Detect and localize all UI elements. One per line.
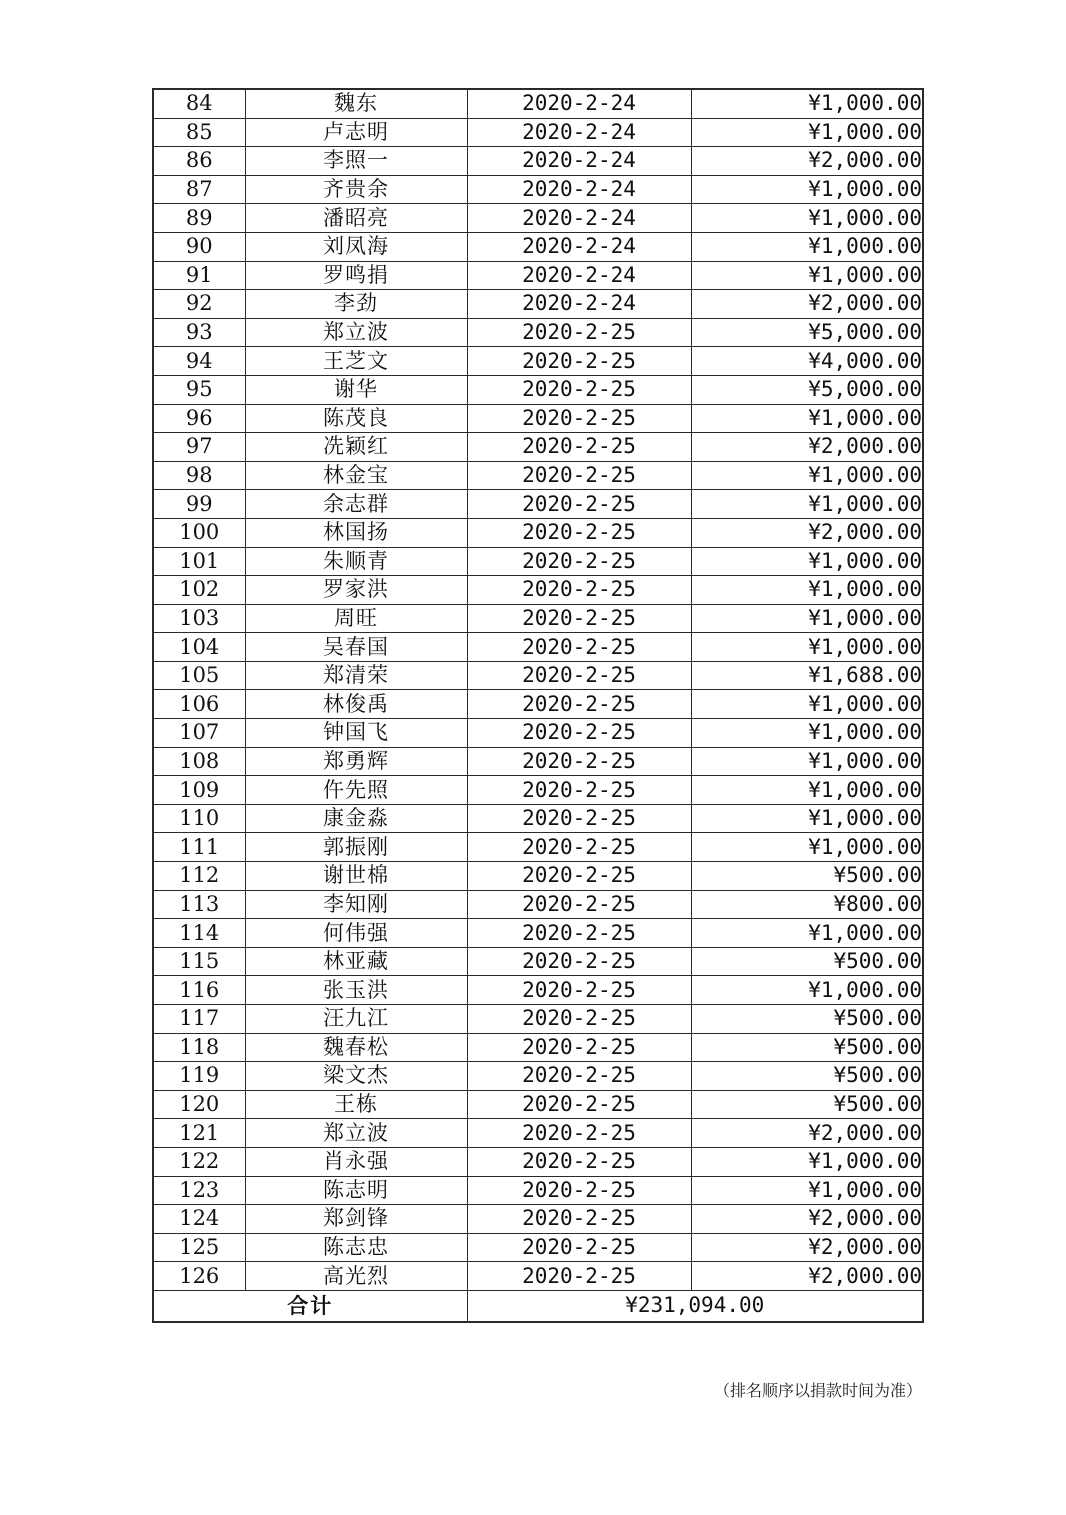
donation-date: 2020-2-25 <box>467 404 691 433</box>
donation-date: 2020-2-25 <box>467 1147 691 1176</box>
row-number: 121 <box>153 1119 245 1148</box>
row-number: 126 <box>153 1262 245 1291</box>
donation-ledger-sheet <box>152 88 922 1400</box>
table-row <box>153 318 923 347</box>
donation-amount: ¥1,000.00 <box>691 919 923 948</box>
table-row <box>153 719 923 748</box>
donor-name: 张玉洪 <box>245 976 467 1005</box>
donation-date: 2020-2-24 <box>467 147 691 176</box>
row-number: 123 <box>153 1176 245 1205</box>
row-number: 84 <box>153 89 245 118</box>
row-number: 95 <box>153 375 245 404</box>
donation-date: 2020-2-25 <box>467 1262 691 1291</box>
donor-name: 朱顺青 <box>245 547 467 576</box>
donation-date: 2020-2-25 <box>467 919 691 948</box>
table-row <box>153 776 923 805</box>
donation-date: 2020-2-25 <box>467 1005 691 1034</box>
donation-date: 2020-2-24 <box>467 89 691 118</box>
donor-name: 郑清荣 <box>245 661 467 690</box>
total-row <box>153 1290 923 1322</box>
donor-name: 郑勇辉 <box>245 747 467 776</box>
row-number: 99 <box>153 490 245 519</box>
donation-date: 2020-2-25 <box>467 461 691 490</box>
table-row <box>153 661 923 690</box>
donation-amount: ¥1,000.00 <box>691 89 923 118</box>
donation-amount: ¥500.00 <box>691 1033 923 1062</box>
table-row <box>153 175 923 204</box>
donor-name: 林亚藏 <box>245 947 467 976</box>
table-row <box>153 833 923 862</box>
table-row <box>153 1005 923 1034</box>
table-row <box>153 347 923 376</box>
table-row <box>153 747 923 776</box>
donation-date: 2020-2-25 <box>467 776 691 805</box>
donation-date: 2020-2-25 <box>467 1090 691 1119</box>
row-number: 110 <box>153 804 245 833</box>
donor-name: 罗鸣捐 <box>245 261 467 290</box>
donor-name: 刘凤海 <box>245 232 467 261</box>
row-number: 93 <box>153 318 245 347</box>
table-row <box>153 89 923 118</box>
donation-date: 2020-2-25 <box>467 1176 691 1205</box>
table-row <box>153 804 923 833</box>
donation-date: 2020-2-25 <box>467 1033 691 1062</box>
table-row <box>153 290 923 319</box>
donation-date: 2020-2-25 <box>467 547 691 576</box>
row-number: 119 <box>153 1062 245 1091</box>
table-row <box>153 1119 923 1148</box>
row-number: 111 <box>153 833 245 862</box>
donor-name: 冼颖红 <box>245 433 467 462</box>
ordering-footnote: （排名顺序以捐款时间为准） <box>713 1381 922 1400</box>
donor-name: 罗家洪 <box>245 576 467 605</box>
donation-amount: ¥1,000.00 <box>691 461 923 490</box>
donor-name: 魏东 <box>245 89 467 118</box>
table-row <box>153 890 923 919</box>
row-number: 100 <box>153 518 245 547</box>
table-row <box>153 1147 923 1176</box>
donation-amount: ¥1,000.00 <box>691 118 923 147</box>
donation-date: 2020-2-25 <box>467 947 691 976</box>
row-number: 90 <box>153 232 245 261</box>
row-number: 97 <box>153 433 245 462</box>
donation-date: 2020-2-25 <box>467 1205 691 1234</box>
table-row <box>153 1090 923 1119</box>
donor-name: 陈茂良 <box>245 404 467 433</box>
donor-name: 李知刚 <box>245 890 467 919</box>
donor-name: 陈志忠 <box>245 1233 467 1262</box>
table-row <box>153 518 923 547</box>
donation-date: 2020-2-25 <box>467 719 691 748</box>
donor-name: 齐贵余 <box>245 175 467 204</box>
donation-date: 2020-2-24 <box>467 204 691 233</box>
donor-name: 王栋 <box>245 1090 467 1119</box>
donor-name: 梁文杰 <box>245 1062 467 1091</box>
donor-name: 郑剑锋 <box>245 1205 467 1234</box>
table-row <box>153 547 923 576</box>
donation-amount: ¥5,000.00 <box>691 318 923 347</box>
donor-name: 魏春松 <box>245 1033 467 1062</box>
row-number: 113 <box>153 890 245 919</box>
table-row <box>153 1062 923 1091</box>
donation-date: 2020-2-25 <box>467 604 691 633</box>
donation-amount: ¥2,000.00 <box>691 147 923 176</box>
table-row <box>153 118 923 147</box>
donation-amount: ¥2,000.00 <box>691 518 923 547</box>
donation-date: 2020-2-25 <box>467 518 691 547</box>
donation-date: 2020-2-25 <box>467 1062 691 1091</box>
donation-date: 2020-2-25 <box>467 661 691 690</box>
row-number: 118 <box>153 1033 245 1062</box>
donor-name: 陈志明 <box>245 1176 467 1205</box>
row-number: 122 <box>153 1147 245 1176</box>
donor-name: 李劲 <box>245 290 467 319</box>
donor-name: 李照一 <box>245 147 467 176</box>
row-number: 117 <box>153 1005 245 1034</box>
donor-name: 汪九江 <box>245 1005 467 1034</box>
donation-date: 2020-2-24 <box>467 290 691 319</box>
donation-date: 2020-2-25 <box>467 490 691 519</box>
total-value: ¥231,094.00 <box>467 1290 923 1322</box>
donation-amount: ¥1,000.00 <box>691 1147 923 1176</box>
donation-amount: ¥2,000.00 <box>691 1205 923 1234</box>
donation-amount: ¥1,000.00 <box>691 747 923 776</box>
donation-table-body <box>153 89 923 1322</box>
row-number: 87 <box>153 175 245 204</box>
donor-name: 吴春国 <box>245 633 467 662</box>
donation-date: 2020-2-25 <box>467 862 691 891</box>
table-row <box>153 232 923 261</box>
table-row <box>153 1033 923 1062</box>
donor-name: 王芝文 <box>245 347 467 376</box>
donation-date: 2020-2-25 <box>467 833 691 862</box>
donation-date: 2020-2-25 <box>467 347 691 376</box>
table-row <box>153 919 923 948</box>
donor-name: 肖永强 <box>245 1147 467 1176</box>
table-row <box>153 1262 923 1291</box>
row-number: 125 <box>153 1233 245 1262</box>
row-number: 124 <box>153 1205 245 1234</box>
donation-amount: ¥1,000.00 <box>691 833 923 862</box>
row-number: 108 <box>153 747 245 776</box>
donor-name: 郭振刚 <box>245 833 467 862</box>
donation-date: 2020-2-24 <box>467 118 691 147</box>
table-row <box>153 1205 923 1234</box>
donation-amount: ¥2,000.00 <box>691 433 923 462</box>
row-number: 116 <box>153 976 245 1005</box>
donation-date: 2020-2-25 <box>467 576 691 605</box>
donor-name: 林国扬 <box>245 518 467 547</box>
donor-name: 卢志明 <box>245 118 467 147</box>
donation-amount: ¥1,000.00 <box>691 576 923 605</box>
donation-amount: ¥500.00 <box>691 1005 923 1034</box>
table-row <box>153 633 923 662</box>
row-number: 106 <box>153 690 245 719</box>
donation-amount: ¥500.00 <box>691 1062 923 1091</box>
donation-amount: ¥1,000.00 <box>691 404 923 433</box>
table-row <box>153 976 923 1005</box>
donor-name: 谢世棉 <box>245 862 467 891</box>
donation-amount: ¥1,000.00 <box>691 633 923 662</box>
table-row <box>153 433 923 462</box>
donation-amount: ¥500.00 <box>691 947 923 976</box>
donation-amount: ¥2,000.00 <box>691 290 923 319</box>
row-number: 91 <box>153 261 245 290</box>
donation-date: 2020-2-25 <box>467 375 691 404</box>
row-number: 85 <box>153 118 245 147</box>
donation-date: 2020-2-25 <box>467 433 691 462</box>
row-number: 112 <box>153 862 245 891</box>
donation-amount: ¥500.00 <box>691 1090 923 1119</box>
donation-date: 2020-2-25 <box>467 1233 691 1262</box>
donor-name: 郑立波 <box>245 318 467 347</box>
donor-name: 周旺 <box>245 604 467 633</box>
table-row <box>153 576 923 605</box>
row-number: 101 <box>153 547 245 576</box>
table-row <box>153 204 923 233</box>
row-number: 92 <box>153 290 245 319</box>
donation-amount: ¥1,688.00 <box>691 661 923 690</box>
donation-amount: ¥1,000.00 <box>691 204 923 233</box>
donation-amount: ¥1,000.00 <box>691 719 923 748</box>
table-row <box>153 690 923 719</box>
table-row <box>153 490 923 519</box>
row-number: 98 <box>153 461 245 490</box>
donation-amount: ¥1,000.00 <box>691 261 923 290</box>
donation-date: 2020-2-25 <box>467 1119 691 1148</box>
donor-name: 余志群 <box>245 490 467 519</box>
row-number: 120 <box>153 1090 245 1119</box>
row-number: 96 <box>153 404 245 433</box>
table-row <box>153 947 923 976</box>
donation-amount: ¥5,000.00 <box>691 375 923 404</box>
donation-amount: ¥1,000.00 <box>691 604 923 633</box>
table-row <box>153 604 923 633</box>
donation-amount: ¥2,000.00 <box>691 1119 923 1148</box>
row-number: 86 <box>153 147 245 176</box>
row-number: 115 <box>153 947 245 976</box>
donation-table <box>152 88 924 1323</box>
donation-date: 2020-2-25 <box>467 318 691 347</box>
donor-name: 何伟强 <box>245 919 467 948</box>
donation-date: 2020-2-24 <box>467 175 691 204</box>
donation-date: 2020-2-25 <box>467 890 691 919</box>
donation-amount: ¥1,000.00 <box>691 804 923 833</box>
donation-amount: ¥2,000.00 <box>691 1233 923 1262</box>
donation-date: 2020-2-25 <box>467 633 691 662</box>
donation-amount: ¥1,000.00 <box>691 776 923 805</box>
row-number: 109 <box>153 776 245 805</box>
total-label: 合计 <box>153 1290 467 1322</box>
donor-name: 谢华 <box>245 375 467 404</box>
donor-name: 钟国飞 <box>245 719 467 748</box>
table-row <box>153 375 923 404</box>
table-row <box>153 862 923 891</box>
donor-name: 林俊禹 <box>245 690 467 719</box>
donation-amount: ¥1,000.00 <box>691 690 923 719</box>
table-row <box>153 147 923 176</box>
donor-name: 康金淼 <box>245 804 467 833</box>
donation-date: 2020-2-25 <box>467 690 691 719</box>
donation-amount: ¥800.00 <box>691 890 923 919</box>
table-row <box>153 404 923 433</box>
donor-name: 郑立波 <box>245 1119 467 1148</box>
table-row <box>153 461 923 490</box>
donation-amount: ¥4,000.00 <box>691 347 923 376</box>
table-row <box>153 1233 923 1262</box>
row-number: 102 <box>153 576 245 605</box>
donor-name: 潘昭亮 <box>245 204 467 233</box>
donation-amount: ¥1,000.00 <box>691 547 923 576</box>
row-number: 114 <box>153 919 245 948</box>
donation-date: 2020-2-24 <box>467 261 691 290</box>
table-row <box>153 261 923 290</box>
donation-amount: ¥500.00 <box>691 862 923 891</box>
row-number: 105 <box>153 661 245 690</box>
donation-date: 2020-2-24 <box>467 232 691 261</box>
donation-amount: ¥1,000.00 <box>691 1176 923 1205</box>
row-number: 104 <box>153 633 245 662</box>
donation-amount: ¥1,000.00 <box>691 976 923 1005</box>
table-row <box>153 1176 923 1205</box>
donation-amount: ¥1,000.00 <box>691 490 923 519</box>
donation-date: 2020-2-25 <box>467 804 691 833</box>
row-number: 107 <box>153 719 245 748</box>
donation-amount: ¥1,000.00 <box>691 232 923 261</box>
donation-amount: ¥2,000.00 <box>691 1262 923 1291</box>
donation-amount: ¥1,000.00 <box>691 175 923 204</box>
donation-date: 2020-2-25 <box>467 747 691 776</box>
row-number: 89 <box>153 204 245 233</box>
row-number: 103 <box>153 604 245 633</box>
donation-date: 2020-2-25 <box>467 976 691 1005</box>
donor-name: 仵先照 <box>245 776 467 805</box>
row-number: 94 <box>153 347 245 376</box>
donor-name: 高光烈 <box>245 1262 467 1291</box>
donor-name: 林金宝 <box>245 461 467 490</box>
